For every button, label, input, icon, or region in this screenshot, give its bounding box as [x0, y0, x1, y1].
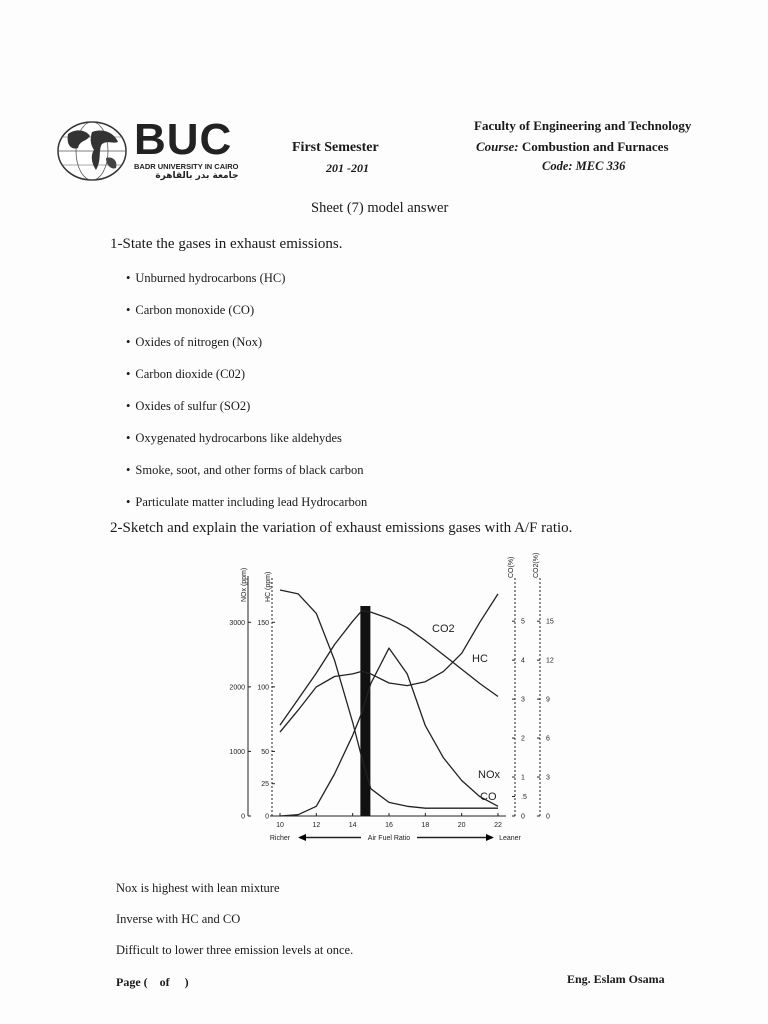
university-logo — [56, 115, 266, 182]
tick-label: 3000 — [229, 619, 245, 627]
series-label-nox: NOx — [478, 769, 500, 781]
axis-title-2: CO(%) — [508, 556, 515, 578]
note-item: Inverse with HC and CO — [116, 912, 241, 926]
logo-wordmark: BUC — [134, 115, 233, 164]
course-code: Code: MEC 336 — [542, 159, 626, 173]
series-label-co: CO — [480, 791, 497, 803]
tick-label: 0 — [265, 813, 269, 821]
x-label-richer: Richer — [269, 835, 291, 842]
tick-label: 12 — [546, 657, 554, 665]
faculty-name: Faculty of Engineering and Technology — [474, 118, 692, 133]
page-number: Page ( of ) — [116, 975, 189, 989]
question-1: 1-State the gases in exhaust emissions. — [110, 236, 343, 252]
x-axis-title: Air Fuel Ratio — [367, 835, 411, 842]
tick-label: 1000 — [229, 748, 245, 756]
x-tick-label: 16 — [385, 822, 393, 829]
logo-subtitle: BADR UNIVERSITY IN CAIRO — [134, 162, 239, 171]
tick-label: .5 — [521, 794, 527, 802]
logo-arabic: جامعة بدر بالقاهرة — [155, 171, 239, 181]
x-tick-label: 10 — [276, 822, 284, 829]
tick-label: 150 — [257, 619, 269, 627]
emissions-chart — [210, 552, 554, 850]
tick-label: 2 — [521, 735, 525, 743]
x-tick-label: 12 — [312, 822, 321, 829]
series-line-co — [280, 590, 498, 808]
academic-year: 201 -201 — [326, 161, 369, 175]
arrow-right-head — [486, 834, 494, 841]
list-item: • Particulate matter including lead Hydrocarbon — [126, 494, 367, 526]
arrow-left-head — [298, 834, 306, 841]
tick-label: 3 — [546, 774, 550, 782]
course-line — [476, 139, 669, 155]
list-item: • Carbon dioxide (C02) — [126, 366, 367, 398]
x-tick-label: 18 — [421, 822, 430, 829]
tick-label: 0 — [521, 813, 525, 821]
tick-label: 3 — [521, 696, 525, 704]
globe-icon — [56, 120, 128, 182]
tick-label: 100 — [257, 684, 269, 692]
tick-label: 15 — [546, 618, 554, 626]
tick-label: 1 — [521, 774, 525, 782]
series-line-nox — [280, 648, 498, 816]
author-name: Eng. Eslam Osama — [567, 972, 665, 986]
series-label-co2: CO2 — [432, 623, 455, 635]
course-label: Course: — [476, 139, 519, 154]
axis-title-1: HC (ppm) — [265, 571, 272, 602]
question-2: 2-Sketch and explain the variation of exhaust emissions gases with A/F ratio. — [110, 520, 573, 536]
x-tick-label: 22 — [494, 822, 502, 829]
list-item: • Carbon monoxide (CO) — [126, 302, 367, 334]
list-item: • Smoke, soot, and other forms of black carbon — [126, 462, 367, 494]
series-line-hc — [280, 594, 498, 732]
semester: First Semester — [292, 140, 379, 155]
sheet-title: Sheet (7) model answer — [311, 200, 449, 216]
tick-label: 4 — [521, 657, 525, 665]
list-item: • Unburned hydrocarbons (HC) — [126, 270, 367, 302]
tick-label: 0 — [546, 813, 550, 821]
x-tick-label: 14 — [348, 822, 357, 829]
tick-label: 5 — [521, 618, 525, 626]
series-line-co2 — [280, 611, 498, 725]
list-item: • Oxygenated hydrocarbons like aldehydes — [126, 430, 367, 462]
notes-list — [116, 880, 353, 973]
tick-label: 0 — [241, 813, 245, 821]
emission-gas-list — [126, 270, 367, 526]
tick-label: 25 — [261, 781, 269, 789]
axis-title-3: CO2(%) — [533, 552, 540, 578]
tick-label: 50 — [261, 748, 269, 756]
tick-label: 9 — [546, 696, 550, 704]
x-label-leaner: Leaner — [499, 835, 521, 842]
series-label-hc: HC — [472, 653, 488, 665]
tick-label: 2000 — [229, 684, 245, 692]
tick-label: 6 — [546, 735, 550, 743]
course-name: Combustion and Furnaces — [521, 139, 669, 154]
list-item: • Oxides of sulfur (SO2) — [126, 398, 367, 430]
list-item: • Oxides of nitrogen (Nox) — [126, 334, 367, 366]
x-tick-label: 20 — [457, 822, 466, 829]
note-item: Difficult to lower three emission levels at once. — [116, 943, 354, 957]
axis-title-0: NOx (ppm) — [241, 567, 248, 602]
note-item: Nox is highest with lean mixture — [116, 881, 280, 895]
